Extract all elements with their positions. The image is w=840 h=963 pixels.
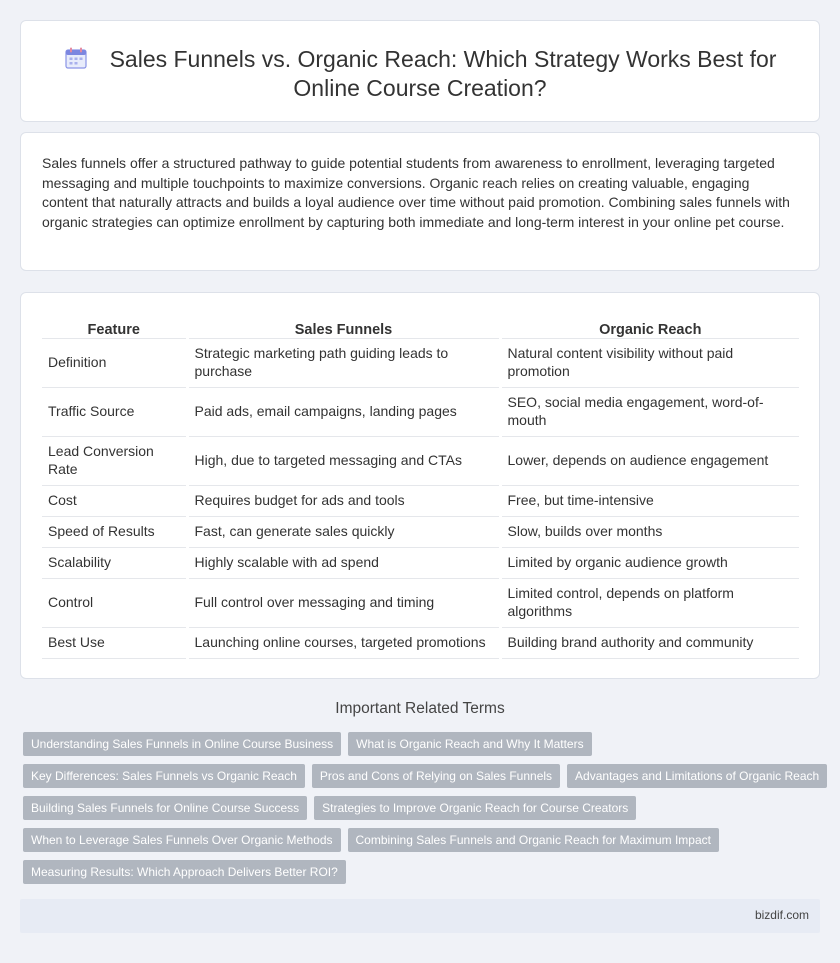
page-title-text: Sales Funnels vs. Organic Reach: Which Strategy Works Best for Online Course Creation? xyxy=(109,46,777,101)
header-card xyxy=(20,20,820,122)
tag-row xyxy=(23,796,823,820)
comparison-table-card xyxy=(20,292,820,679)
tag-row xyxy=(23,732,823,756)
table-row xyxy=(42,627,799,658)
feature-cell: Control xyxy=(42,578,187,627)
organic-reach-cell: Slow, builds over months xyxy=(500,516,799,547)
feature-cell: Definition xyxy=(42,338,187,387)
intro-card xyxy=(20,132,820,271)
sales-funnels-cell: Full control over messaging and timing xyxy=(187,578,500,627)
organic-reach-cell: Building brand authority and community xyxy=(500,627,799,658)
calendar-icon xyxy=(64,46,88,70)
related-term-tag[interactable]: Pros and Cons of Relying on Sales Funnels xyxy=(312,764,560,788)
feature-cell: Best Use xyxy=(42,627,187,658)
feature-cell: Scalability xyxy=(42,547,187,578)
related-term-tag[interactable]: Building Sales Funnels for Online Course Success xyxy=(23,796,307,820)
organic-reach-cell: Limited control, depends on platform algorithms xyxy=(500,578,799,627)
table-row xyxy=(42,485,799,516)
sales-funnels-cell: Launching online courses, targeted promotions xyxy=(187,627,500,658)
related-term-tag[interactable]: Understanding Sales Funnels in Online Course Business xyxy=(23,732,341,756)
related-term-tag[interactable]: Combining Sales Funnels and Organic Reach for Maximum Impact xyxy=(348,828,720,852)
sales-funnels-cell: Highly scalable with ad spend xyxy=(187,547,500,578)
sales-funnels-cell: Requires budget for ads and tools xyxy=(187,485,500,516)
page-title xyxy=(51,45,789,103)
sales-funnels-cell: Paid ads, email campaigns, landing pages xyxy=(187,387,500,436)
related-terms-heading: Important Related Terms xyxy=(335,700,505,717)
table-row xyxy=(42,387,799,436)
related-term-tag[interactable]: Key Differences: Sales Funnels vs Organic Reach xyxy=(23,764,305,788)
related-term-tag[interactable]: What is Organic Reach and Why It Matters xyxy=(348,732,591,756)
header-feature: Feature xyxy=(42,316,187,338)
organic-reach-cell: Lower, depends on audience engagement xyxy=(500,436,799,485)
table-row xyxy=(42,338,799,387)
feature-cell: Speed of Results xyxy=(42,516,187,547)
feature-cell: Cost xyxy=(42,485,187,516)
sales-funnels-cell: Strategic marketing path guiding leads to purchase xyxy=(187,338,500,387)
table-header-row xyxy=(42,316,799,338)
related-terms-list xyxy=(23,732,823,892)
organic-reach-cell: SEO, social media engagement, word-of-mouth xyxy=(500,387,799,436)
organic-reach-cell: Free, but time-intensive xyxy=(500,485,799,516)
related-term-tag[interactable]: Advantages and Limitations of Organic Reach xyxy=(567,764,827,788)
sales-funnels-cell: High, due to targeted messaging and CTAs xyxy=(187,436,500,485)
comparison-table xyxy=(42,316,799,659)
table-row xyxy=(42,578,799,627)
footer xyxy=(20,899,820,933)
sales-funnels-cell: Fast, can generate sales quickly xyxy=(187,516,500,547)
related-term-tag[interactable]: When to Leverage Sales Funnels Over Organic Methods xyxy=(23,828,341,852)
site-name[interactable]: bizdif.com xyxy=(754,908,809,922)
tag-row xyxy=(23,828,823,852)
organic-reach-cell: Natural content visibility without paid promotion xyxy=(500,338,799,387)
header-sales-funnels: Sales Funnels xyxy=(187,316,500,338)
header-organic-reach: Organic Reach xyxy=(500,316,799,338)
tag-row xyxy=(23,764,823,788)
feature-cell: Traffic Source xyxy=(42,387,187,436)
table-row xyxy=(42,547,799,578)
related-term-tag[interactable]: Strategies to Improve Organic Reach for Course Creators xyxy=(314,796,636,820)
feature-cell: Lead Conversion Rate xyxy=(42,436,187,485)
table-row xyxy=(42,516,799,547)
organic-reach-cell: Limited by organic audience growth xyxy=(500,547,799,578)
table-row xyxy=(42,436,799,485)
tag-row xyxy=(23,860,823,884)
related-term-tag[interactable]: Measuring Results: Which Approach Delivers Better ROI? xyxy=(23,860,346,884)
intro-paragraph: Sales funnels offer a structured pathway to guide potential students from awareness to enrollment, leveraging targeted messaging and multiple touchpoints to maximize conversions. Organic reach relies on creating valuable, engaging content that naturally attracts and builds a loyal audience over time without paid promotion. Combining sales funnels with organic strategies can optimize enrollment by capturing both immediate and long-term interest in your online pet course. xyxy=(42,155,790,230)
title-wrap xyxy=(51,45,789,103)
